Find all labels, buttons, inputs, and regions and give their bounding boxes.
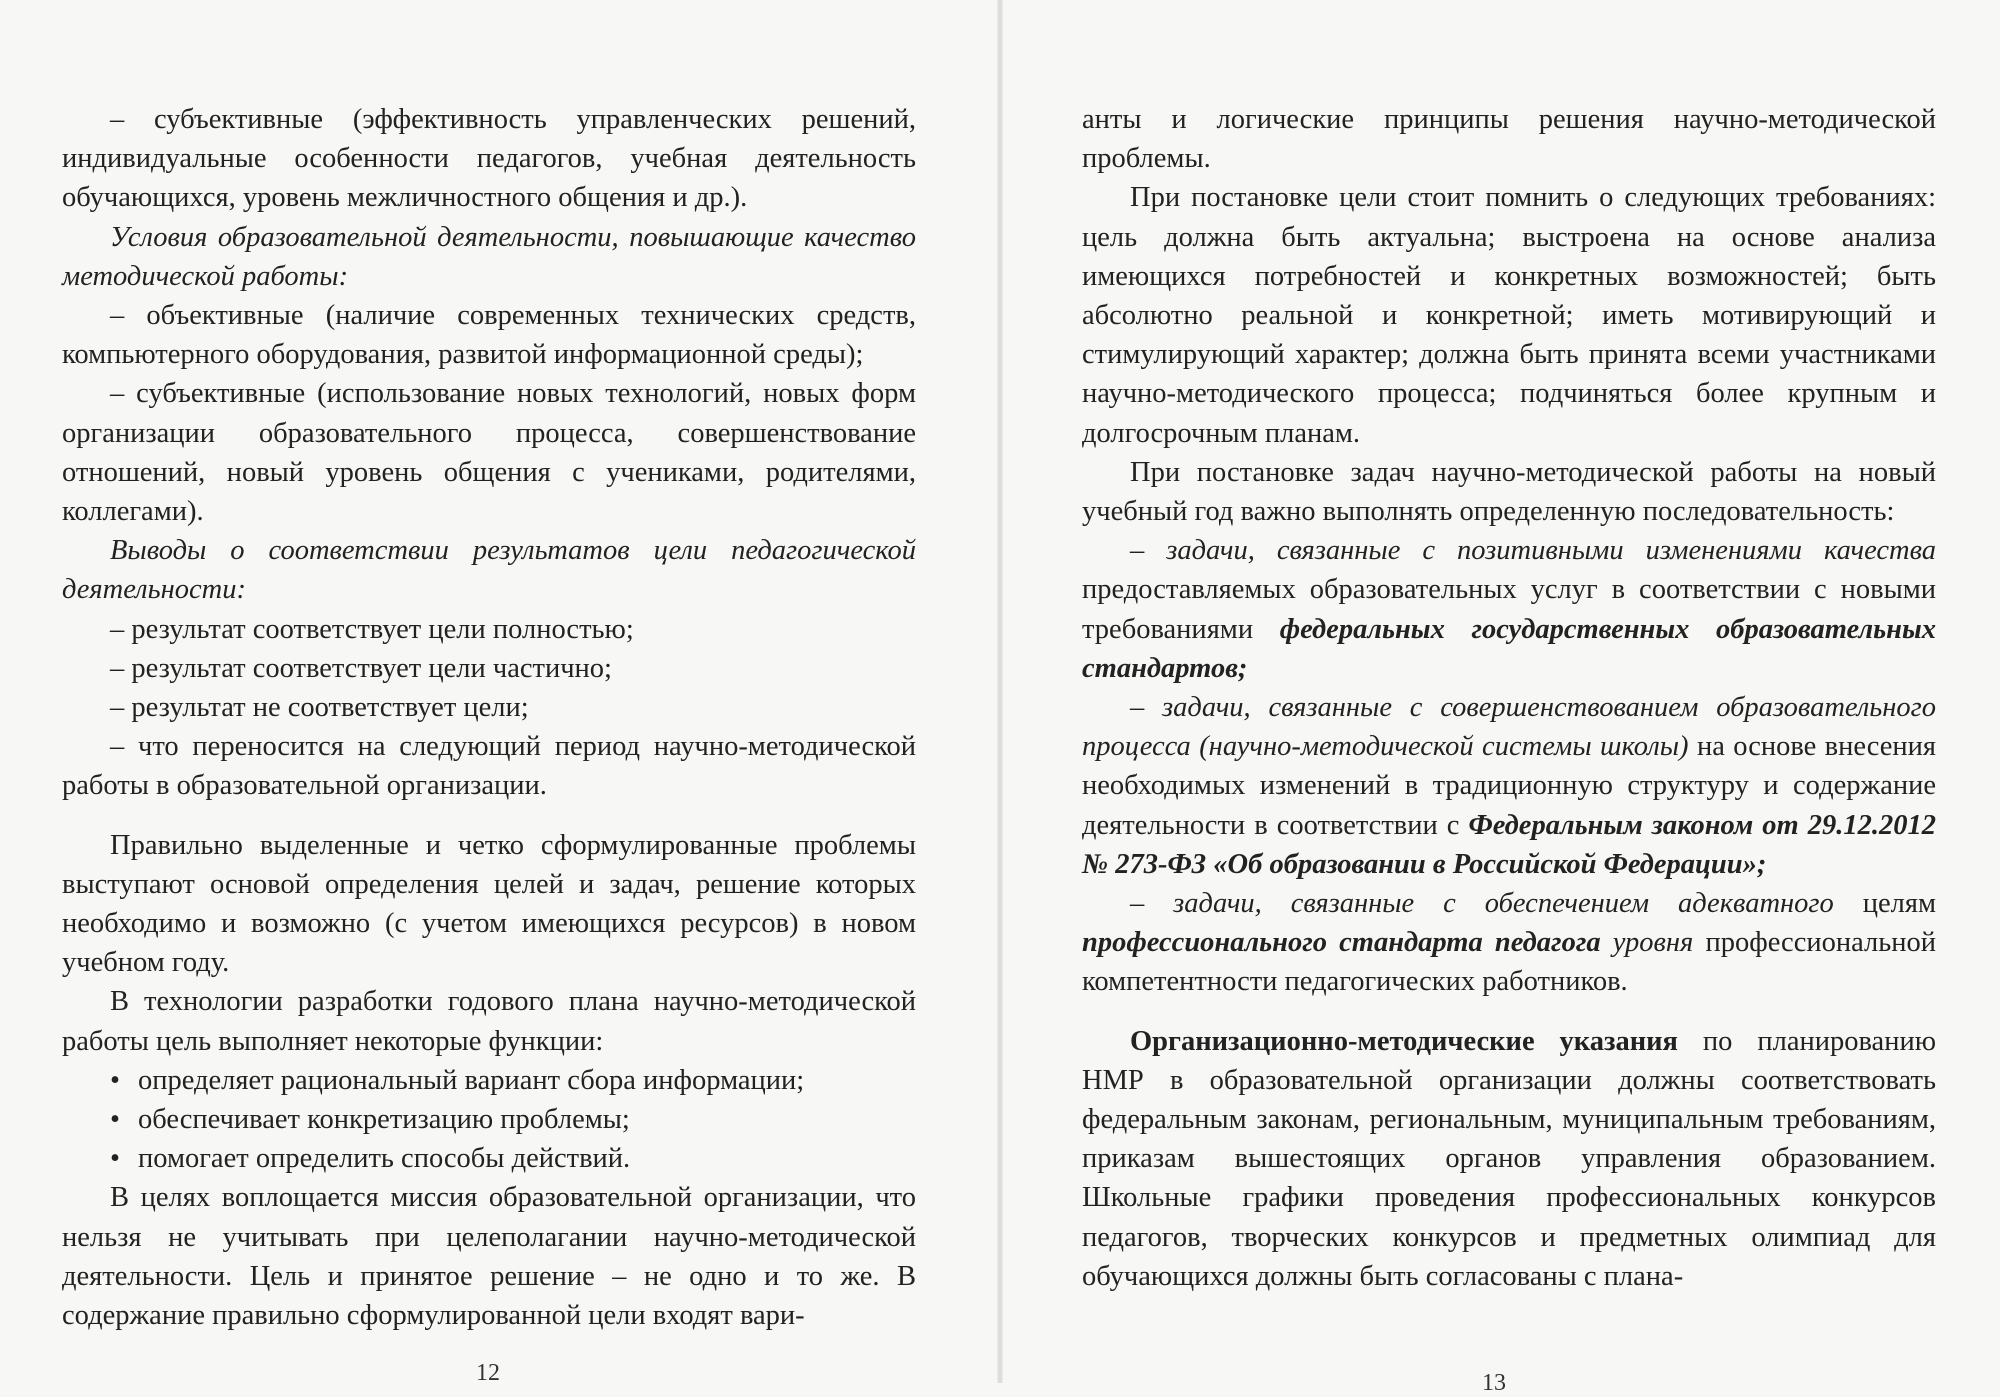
page-number: 13 xyxy=(1482,1370,1506,1396)
conclusions-heading: Выводы о соответствии результатов цели педагогической деятельности: xyxy=(62,535,916,606)
task-competence xyxy=(1082,884,1936,1002)
result-partial: – результат соответствует цели частично; xyxy=(110,652,612,684)
task-quality xyxy=(1082,531,1936,688)
list-item: • помогает определить способы действий. xyxy=(110,1139,916,1178)
continuation-paragraph: анты и логические принципы решения научно-методической проблемы. xyxy=(1082,104,1936,175)
task-competence-tail: профессиональной компетентности педагогических работников. xyxy=(1082,927,1936,998)
task-competence-lead: – задачи, связанные с обеспечением адекватного xyxy=(1130,888,1834,920)
task-process xyxy=(1082,688,1936,884)
list-item: • определяет рациональный вариант сбора информации; xyxy=(110,1061,916,1100)
objective-conditions: – объективные (наличие современных технических средств, компьютерного оборудования, развитой информационной среды); xyxy=(62,300,916,371)
task-process-law: Федеральным законом от 29.12.2012 № 273-ФЗ «Об образовании в Российской Федерации»; xyxy=(1082,809,1937,880)
task-quality-lead: – задачи, связанные с позитивными изменениями качества xyxy=(1130,535,1936,567)
subjective-conditions: – субъективные (использование новых технологий, новых форм организации образовательного процесса, совершенствование отношений, новый уровень общения с учениками, родителями, коллегами). xyxy=(62,378,916,528)
task-process-text: на основе внесения необходимых изменений в традиционную структуру и содержание деятельности в соответствии с xyxy=(1082,731,1937,841)
task-quality-standard: федеральных государственных образовательных стандартов; xyxy=(1082,613,1936,684)
org-guidelines-text: по планированию НМР в образовательной организации должны соответствовать федеральным законам, региональным, муниципальным требованиям, приказам вышестоящих органов управления образованием. Школьные графики проведения профессиональных конкурсов педагогов, творческих конкурсов и предметных олимпиад для обучающихся должны быть согласованы с плана- xyxy=(1082,1025,1936,1292)
page-number: 12 xyxy=(476,1360,500,1386)
result-full: – результат соответствует цели полностью; xyxy=(110,613,634,645)
carried-over: – что переносится на следующий период научно-методической работы в образовательной организации. xyxy=(62,731,916,802)
subjective-factors: – субъективные (эффективность управленческих решений, индивидуальные особенности педагогов, учебная деятельность обучающихся, уровень межличностного общения и др.). xyxy=(62,104,916,214)
task-competence-standard: профессионального стандарта педагога xyxy=(1082,927,1601,959)
technology-paragraph: В технологии разработки годового плана научно-методической работы цель выполняет некоторые функции: xyxy=(62,986,916,1057)
tasks-intro: При постановке задач научно-методической работы на новый учебный год важно выполнять определенную последовательность: xyxy=(1082,456,1936,528)
task-quality-text: предоставляемых образовательных услуг в соответствии с новыми требованиями xyxy=(1082,574,1936,645)
task-competence-level: уровня xyxy=(1600,927,1694,959)
goal-requirements: При постановке цели стоит помнить о следующих требованиях: цель должна быть актуальна; выстроена на основе анализа имеющихся потребностей и конкретных возможностей; быть абсолютно реальной и конкретной; иметь мотивирующий и стимулирующий характер; должна быть принята всеми участниками научно-методического процесса; подчиняться более крупным и долгосрочным планам. xyxy=(1082,182,1936,449)
right-page xyxy=(1000,0,2000,1396)
list-item: • обеспечивает конкретизацию проблемы; xyxy=(110,1100,916,1139)
conditions-heading: Условия образовательной деятельности, повышающие качество методической работы: xyxy=(62,221,916,292)
org-guidelines xyxy=(1082,1022,1936,1296)
left-page xyxy=(0,0,1000,1386)
result-none: – результат не соответствует цели; xyxy=(110,692,529,724)
task-process-lead: – задачи, связанные с совершенствованием образовательного процесса (научно-методической системы школы) xyxy=(1082,692,1936,763)
org-guidelines-heading: Организационно-методические указания xyxy=(1130,1025,1678,1057)
task-competence-text: целям xyxy=(1833,888,1936,920)
functions-list xyxy=(62,1061,916,1179)
problems-paragraph: Правильно выделенные и четко сформулированные проблемы выступают основой определения целей и задач, решение которых необходимо и возможно (с учетом имеющихся ресурсов) в новом учебном году. xyxy=(62,829,916,979)
mission-paragraph: В целях воплощается миссия образовательной организации, что нельзя не учитывать при целеполагании научно-методической деятельности. Цель и принятое решение – не одно и то же. В содержание правильно сформулированной цели входят вари- xyxy=(62,1182,916,1332)
